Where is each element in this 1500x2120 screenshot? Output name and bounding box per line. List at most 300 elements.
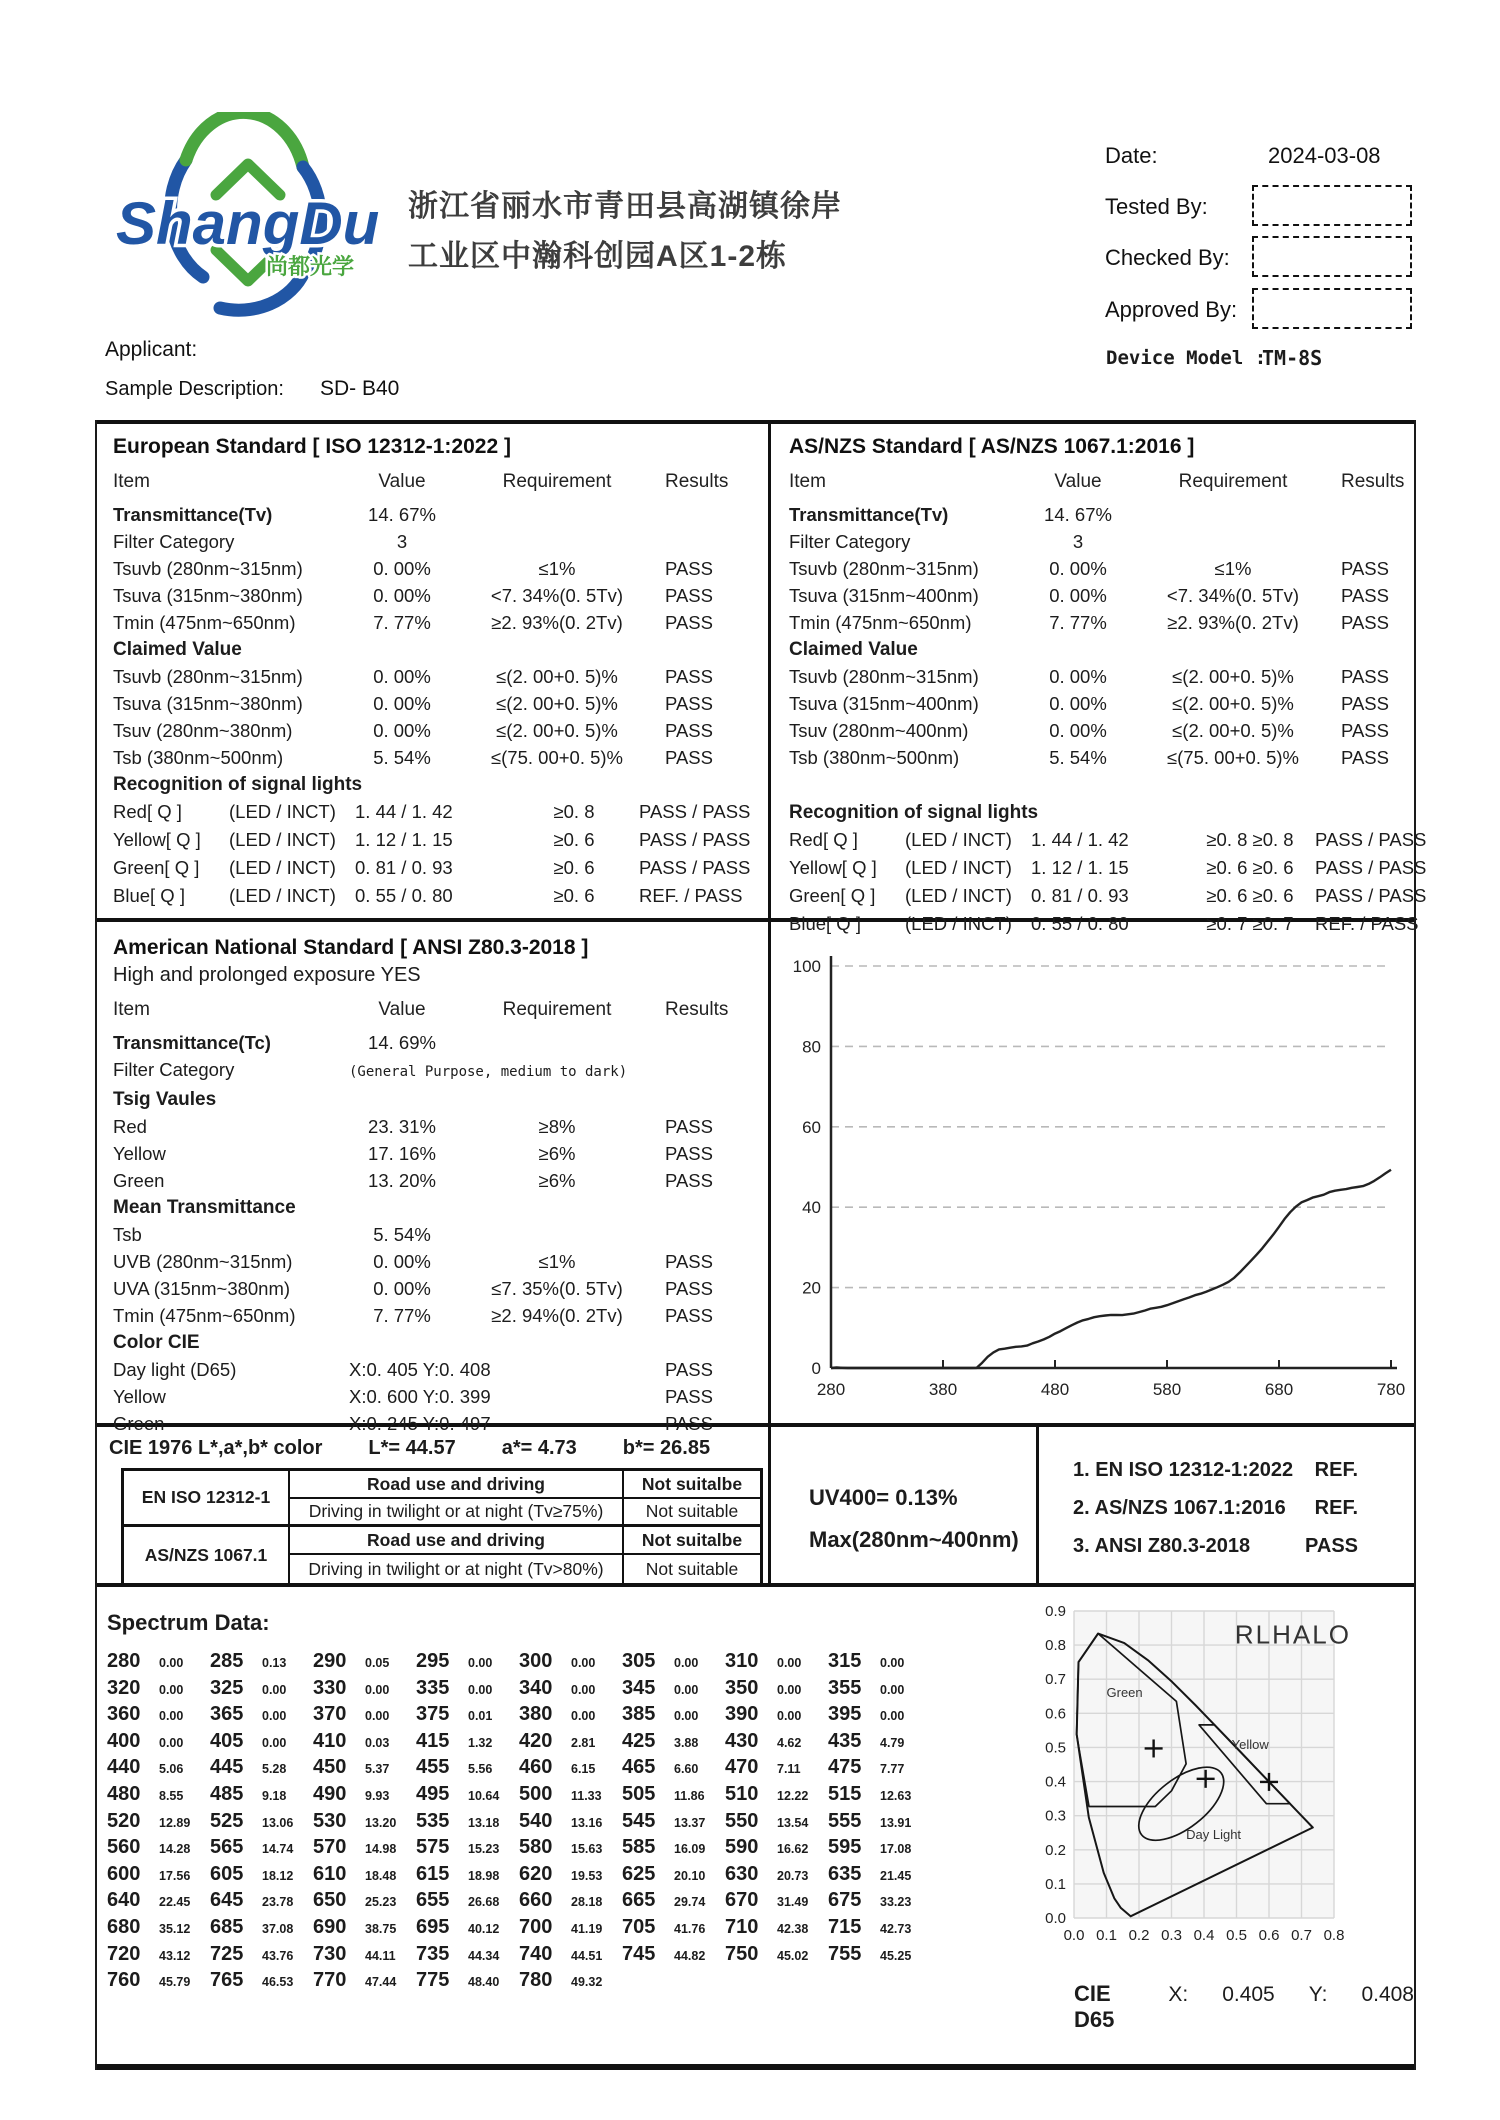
wavelength: 605 <box>210 1862 244 1885</box>
wavelength: 690 <box>313 1915 347 1938</box>
signal-requirement-cell: ≥0. 6 <box>553 829 595 850</box>
item-cell: Tsuva (315nm~380nm) <box>113 693 303 714</box>
region-label: Green <box>1106 1684 1143 1700</box>
value-cell: 0. 00% <box>1049 666 1107 687</box>
y-tick-label: 0.8 <box>1045 1637 1066 1655</box>
transmittance-value: 13.18 <box>468 1815 500 1830</box>
wavelength: 745 <box>622 1942 656 1965</box>
wavelength: 290 <box>313 1650 347 1672</box>
signal-value-cell: 1. 44 / 1. 42 <box>1031 829 1129 850</box>
wavelength: 525 <box>210 1809 244 1832</box>
signal-mode-cell: (LED / INCT) <box>905 857 1012 878</box>
col-item: Item <box>113 471 150 492</box>
transmittance-value: 13.54 <box>777 1815 809 1830</box>
table-subsection-row: Tsig Vaules <box>113 1089 217 1110</box>
signal-row <box>789 882 1427 910</box>
transmittance-value: 13.91 <box>880 1815 912 1830</box>
x-tick-label: 0.6 <box>1258 1927 1280 1944</box>
wavelength: 680 <box>107 1915 141 1938</box>
table-row <box>113 555 754 582</box>
wavelength: 775 <box>416 1969 450 1992</box>
value-cell: 0. 00% <box>373 1278 431 1299</box>
wavelength: 330 <box>313 1676 347 1699</box>
wavelength: 400 <box>107 1729 141 1752</box>
x-tick-label: 0.0 <box>1063 1927 1085 1944</box>
value-cell: 0. 00% <box>1049 558 1107 579</box>
driving-suitability-table <box>121 1468 763 1586</box>
transmittance-value: 17.08 <box>880 1842 912 1857</box>
table-row <box>789 690 1404 717</box>
value-cell: 23. 31% <box>368 1116 436 1137</box>
transmittance-value: 4.62 <box>777 1735 802 1750</box>
signal-value-cell: 1. 44 / 1. 42 <box>355 801 453 822</box>
signal-color-cell: Red[ Q ] <box>789 829 858 850</box>
signal-value-cell: 0. 81 / 0. 93 <box>1031 885 1129 906</box>
value-cell: 14. 67% <box>1044 504 1112 525</box>
col-results: Results <box>1341 471 1405 492</box>
wavelength: 585 <box>622 1836 656 1859</box>
table-row <box>789 582 1404 609</box>
transmittance-chart-section <box>771 922 1414 1423</box>
col-value: Value <box>378 999 426 1020</box>
standard-name-cell: EN ISO 12312-1 <box>124 1471 290 1527</box>
result-cell: PASS <box>665 1170 713 1191</box>
requirement-cell: ≤(2. 00+0. 5)% <box>1172 666 1294 687</box>
value-cell: 14. 69% <box>368 1032 436 1053</box>
value-cell: 7. 77% <box>373 1305 431 1326</box>
signal-result-cell: REF. / PASS <box>1315 913 1419 934</box>
logo-brand-text: ShangDu <box>116 190 380 257</box>
date-label: Date: <box>1105 143 1158 168</box>
transmittance-value: 15.23 <box>468 1842 500 1857</box>
col-requirement: Requirement <box>502 471 612 492</box>
transmittance-value: 41.76 <box>674 1921 706 1936</box>
european-table <box>113 501 754 771</box>
cie-y-label: Y: <box>1308 1983 1328 2006</box>
table-row <box>113 1029 754 1056</box>
signal-mode-cell: (LED / INCT) <box>229 885 336 906</box>
signal-result-cell: PASS / PASS <box>639 829 751 850</box>
transmittance-value: 15.63 <box>571 1842 603 1857</box>
transmittance-value: 6.60 <box>674 1762 699 1777</box>
sample-description-label: Sample Description: <box>105 378 284 400</box>
address-line-1: 浙江省丽水市青田县高湖镇徐岸 <box>408 190 842 223</box>
table-row <box>113 1056 754 1086</box>
wavelength: 295 <box>416 1650 450 1672</box>
transmittance-value: 16.09 <box>674 1842 706 1857</box>
wavelength: 470 <box>725 1756 759 1779</box>
x-tick-label: 0.2 <box>1128 1927 1150 1944</box>
item-cell: Tmin (475nm~650nm) <box>113 612 296 633</box>
tested-by-signature-box[interactable] <box>1252 185 1412 226</box>
approved-by-label: Approved By: <box>1105 297 1238 322</box>
result-cell: PASS <box>1341 747 1389 768</box>
value-cell: X:0. 405 Y:0. 408 <box>349 1359 491 1380</box>
transmittance-value: 0.00 <box>880 1682 905 1697</box>
transmittance-value: 0.00 <box>159 1709 184 1724</box>
requirement-cell: <7. 34%(0. 5Tv) <box>1166 585 1300 606</box>
wavelength: 640 <box>107 1889 141 1912</box>
signal-mode-cell: (LED / INCT) <box>905 885 1012 906</box>
requirement-cell: ≥8% <box>538 1116 576 1137</box>
spectrum-data-section <box>107 1610 952 2070</box>
wavelength: 730 <box>313 1942 347 1965</box>
signal-result-cell: PASS / PASS <box>639 857 751 878</box>
item-cell: Red <box>113 1116 147 1137</box>
table-row <box>113 1221 754 1248</box>
col-results: Results <box>665 471 729 492</box>
wavelength: 395 <box>828 1703 862 1726</box>
summary-row <box>1073 1489 1358 1527</box>
transmittance-value: 37.08 <box>262 1921 294 1936</box>
european-signal-table <box>113 798 754 910</box>
result-cell: Not suitable <box>624 1499 760 1527</box>
wavelength: 405 <box>210 1729 244 1752</box>
transmittance-value: 19.53 <box>571 1868 603 1883</box>
transmittance-value: 18.98 <box>468 1868 500 1883</box>
transmittance-value: 9.93 <box>365 1788 390 1803</box>
wavelength: 780 <box>519 1969 553 1992</box>
table-row <box>789 744 1404 771</box>
wavelength: 285 <box>210 1650 244 1672</box>
wavelength: 420 <box>519 1729 553 1752</box>
wavelength: 520 <box>107 1809 141 1832</box>
transmittance-value: 8.55 <box>159 1788 184 1803</box>
transmittance-value: 0.00 <box>262 1709 287 1724</box>
value-cell: 0. 00% <box>373 720 431 741</box>
item-cell: UVB (280nm~315nm) <box>113 1251 293 1272</box>
value-cell: 5. 54% <box>373 1224 431 1245</box>
table-row <box>789 717 1404 744</box>
uv400-value: UV400= 0.13% <box>809 1485 958 1510</box>
x-tick-label: 0.3 <box>1161 1927 1182 1944</box>
wavelength: 500 <box>519 1782 553 1805</box>
transmittance-value: 31.49 <box>777 1895 809 1910</box>
value-cell: 7. 77% <box>373 612 431 633</box>
wavelength: 620 <box>519 1862 553 1885</box>
requirement-cell: ≤(2. 00+0. 5)% <box>1172 693 1294 714</box>
wavelength: 655 <box>416 1889 450 1912</box>
x-tick-label: 0.5 <box>1226 1927 1247 1944</box>
result-cell: PASS <box>1341 720 1389 741</box>
transmittance-value: 0.00 <box>674 1709 699 1724</box>
table-row <box>113 1113 754 1140</box>
transmittance-value: 0.00 <box>880 1656 905 1670</box>
wavelength: 685 <box>210 1915 244 1938</box>
wavelength: 740 <box>519 1942 553 1965</box>
wavelength: 665 <box>622 1889 656 1912</box>
value-cell: 0. 00% <box>373 1251 431 1272</box>
table-row <box>789 609 1404 636</box>
signal-value-cell: 0. 81 / 0. 93 <box>355 857 453 878</box>
transmittance-value: 42.38 <box>777 1921 809 1936</box>
table-row <box>113 744 754 771</box>
item-cell: Tsuva (315nm~400nm) <box>789 585 979 606</box>
transmittance-value: 0.00 <box>571 1682 596 1697</box>
wavelength: 375 <box>416 1703 450 1726</box>
transmittance-value: 47.44 <box>365 1975 397 1990</box>
result-cell: Not suitalbe <box>624 1471 760 1499</box>
signal-requirement-cell: ≥0. 8 <box>553 801 595 822</box>
summary-result: REF. <box>1314 1459 1358 1481</box>
transmittance-value: 11.33 <box>571 1788 602 1803</box>
signal-mode-cell: (LED / INCT) <box>229 829 336 850</box>
wavelength: 545 <box>622 1809 656 1832</box>
summary-row <box>1073 1527 1358 1565</box>
signal-mode-cell: (LED / INCT) <box>905 829 1012 850</box>
item-cell: Tsb (380nm~500nm) <box>113 747 284 768</box>
asnzs-column-headers <box>789 471 1404 501</box>
item-cell: Transmittance(Tv) <box>789 504 949 525</box>
asnzs-standard-section <box>771 420 1427 934</box>
transmittance-value: 44.11 <box>365 1948 396 1963</box>
table-row <box>113 582 754 609</box>
wavelength: 625 <box>622 1862 656 1885</box>
transmittance-value: 33.23 <box>880 1895 912 1910</box>
result-cell: PASS <box>1341 558 1389 579</box>
transmittance-value: 11.86 <box>674 1788 705 1803</box>
wavelength: 465 <box>622 1756 656 1779</box>
transmittance-value: 0.00 <box>571 1656 596 1670</box>
transmittance-value: 40.12 <box>468 1921 500 1936</box>
device-model-value: TM-8S <box>1262 346 1323 370</box>
table-row <box>789 555 1404 582</box>
cielab-title: CIE 1976 L*,a*,b* color <box>109 1437 323 1459</box>
table-row <box>113 501 754 528</box>
signal-color-cell: Yellow[ Q ] <box>113 829 201 850</box>
wavelength: 495 <box>416 1782 450 1805</box>
item-cell: Filter Category <box>113 1059 235 1080</box>
signal-mode-cell: (LED / INCT) <box>229 857 336 878</box>
wavelength: 305 <box>622 1650 656 1672</box>
device-model-label: Device Model : <box>1106 347 1267 369</box>
transmittance-value: 7.77 <box>880 1762 905 1777</box>
european-column-headers <box>113 471 754 501</box>
wavelength: 590 <box>725 1836 759 1859</box>
table-row <box>113 1167 754 1194</box>
x-tick-label: 480 <box>1040 1380 1070 1399</box>
wavelength: 735 <box>416 1942 450 1965</box>
item-cell: Green <box>113 1413 165 1434</box>
cielab-L: L*= 44.57 <box>368 1437 456 1459</box>
transmittance-value: 0.00 <box>365 1682 390 1697</box>
cie-diagram-section <box>1012 1589 1414 2070</box>
transmittance-value: 42.73 <box>880 1921 912 1936</box>
wavelength: 645 <box>210 1889 244 1912</box>
requirement-cell: ≤7. 35%(0. 5Tv) <box>491 1278 623 1299</box>
cie-x-label: X: <box>1168 1983 1189 2006</box>
transmittance-value: 9.18 <box>262 1788 287 1803</box>
x-tick-label: 0.8 <box>1323 1927 1345 1944</box>
wavelength: 410 <box>313 1729 347 1752</box>
item-cell: Tsuvb (280nm~315nm) <box>789 666 979 687</box>
standards-summary-section <box>1039 1427 1414 1583</box>
item-cell: Tsuvb (280nm~315nm) <box>113 558 303 579</box>
region-label: Yellow <box>1231 1737 1269 1753</box>
requirement-cell: ≤(75. 00+0. 5)% <box>490 747 624 768</box>
table-subsection-row: Mean Transmittance <box>113 1197 296 1218</box>
checked-by-signature-box[interactable] <box>1252 236 1412 277</box>
transmittance-value: 21.45 <box>880 1868 912 1883</box>
x-tick-label: 280 <box>816 1380 846 1399</box>
transmittance-value: 45.25 <box>880 1948 912 1963</box>
signal-row <box>113 854 754 882</box>
col-requirement: Requirement <box>1178 471 1288 492</box>
wavelength: 315 <box>828 1650 862 1672</box>
value-cell: 0. 00% <box>1049 585 1107 606</box>
wavelength: 725 <box>210 1942 244 1965</box>
result-cell: PASS <box>1341 585 1389 606</box>
signal-result-cell: PASS / PASS <box>639 801 751 822</box>
x-tick-label: 0.7 <box>1291 1927 1312 1944</box>
value-cell: 3 <box>1072 531 1084 552</box>
table-row <box>113 1302 754 1329</box>
transmittance-value: 13.06 <box>262 1815 294 1830</box>
transmittance-value: 3.88 <box>674 1735 699 1750</box>
wavelength: 445 <box>210 1756 244 1779</box>
summary-row <box>1073 1451 1358 1489</box>
usage-cell: Road use and driving <box>290 1527 624 1555</box>
uv400-range: Max(280nm~400nm) <box>809 1527 1019 1552</box>
item-cell: Tsuva (315nm~380nm) <box>113 585 303 606</box>
transmittance-value: 44.82 <box>674 1948 706 1963</box>
requirement-cell: ≤(2. 00+0. 5)% <box>496 693 618 714</box>
wavelength: 345 <box>622 1676 656 1699</box>
company-address <box>408 182 968 282</box>
transmittance-value: 43.76 <box>262 1948 294 1963</box>
transmittance-value: 0.00 <box>674 1682 699 1697</box>
address-line-2: 工业区中瀚科创园A区1-2栋 <box>408 240 788 273</box>
col-results: Results <box>665 999 729 1020</box>
item-cell: Transmittance(Tc) <box>113 1032 271 1053</box>
wavelength: 530 <box>313 1809 347 1832</box>
x-tick-label: 380 <box>928 1380 958 1399</box>
item-cell: Tsb (380nm~500nm) <box>789 747 960 768</box>
wavelength: 565 <box>210 1836 244 1859</box>
asnzs-title: AS/NZS Standard [ AS/NZS 1067.1:2016 ] <box>789 435 1195 458</box>
transmittance-value: 48.40 <box>468 1975 500 1990</box>
transmittance-value: 0.01 <box>468 1709 493 1724</box>
result-cell: PASS <box>665 666 713 687</box>
transmittance-value: 14.28 <box>159 1842 191 1857</box>
wavelength: 380 <box>519 1703 553 1726</box>
signal-color-cell: Green[ Q ] <box>113 857 200 878</box>
signal-requirement-cell: ≥0. 7 ≥0. 7 <box>1206 913 1294 934</box>
cie-d65-label: CIE D65 <box>1074 1981 1115 2032</box>
transmittance-value: 5.06 <box>159 1762 184 1777</box>
wavelength: 350 <box>725 1676 759 1699</box>
col-item: Item <box>113 999 150 1020</box>
requirement-cell: ≤1% <box>538 1251 576 1272</box>
region-label: Day Light <box>1186 1826 1242 1842</box>
signal-row <box>113 826 754 854</box>
item-cell: Tsb <box>113 1224 142 1245</box>
wavelength: 415 <box>416 1729 450 1752</box>
transmittance-value: 18.12 <box>262 1868 294 1883</box>
result-cell: PASS <box>1341 612 1389 633</box>
table-row <box>113 528 754 555</box>
transmittance-value: 4.79 <box>880 1735 905 1750</box>
value-cell: 17. 16% <box>368 1143 436 1164</box>
item-cell: Yellow <box>113 1386 166 1407</box>
european-standard-section <box>97 420 768 918</box>
transmittance-value: 0.00 <box>262 1682 287 1697</box>
transmittance-value: 0.13 <box>262 1656 287 1670</box>
ansi-subtitle: High and prolonged exposure YES <box>113 964 421 986</box>
result-cell: PASS <box>665 558 713 579</box>
table-row <box>113 1275 754 1302</box>
transmittance-value: 45.79 <box>159 1975 191 1990</box>
transmittance-value: 25.23 <box>365 1895 397 1910</box>
transmittance-value: 0.00 <box>674 1656 699 1670</box>
signal-color-cell: Blue[ Q ] <box>113 885 185 906</box>
value-cell: X:0. 600 Y:0. 399 <box>349 1386 491 1407</box>
wavelength: 715 <box>828 1915 862 1938</box>
result-cell: PASS <box>665 1143 713 1164</box>
y-tick-label: 0.9 <box>1045 1603 1066 1620</box>
transmittance-value: 0.00 <box>571 1709 596 1724</box>
spectrum-data-table <box>107 1650 952 1996</box>
wavelength: 635 <box>828 1862 862 1885</box>
table-subsection-row: Claimed Value <box>113 639 242 660</box>
wavelength: 540 <box>519 1809 553 1832</box>
signal-value-cell: 1. 12 / 1. 15 <box>1031 857 1129 878</box>
company-logo <box>108 112 408 342</box>
result-cell: PASS <box>665 612 713 633</box>
wavelength: 570 <box>313 1836 347 1859</box>
wavelength: 455 <box>416 1756 450 1779</box>
wavelength: 475 <box>828 1756 862 1779</box>
signal-value-cell: 1. 12 / 1. 15 <box>355 829 453 850</box>
cielab-b: b*= 26.85 <box>622 1437 711 1459</box>
wavelength: 660 <box>519 1889 553 1912</box>
wavelength: 595 <box>828 1836 862 1859</box>
transmittance-value: 29.74 <box>674 1895 706 1910</box>
signal-requirement-cell: ≥0. 8 ≥0. 8 <box>1206 829 1294 850</box>
transmittance-value: 18.48 <box>365 1868 397 1883</box>
sample-description-value: SD- B40 <box>320 377 400 400</box>
wavelength: 490 <box>313 1782 347 1805</box>
transmittance-value: 49.32 <box>571 1975 603 1990</box>
value-cell: 0. 00% <box>373 585 431 606</box>
value-cell: 7. 77% <box>1049 612 1107 633</box>
requirement-cell: ≥6% <box>538 1143 576 1164</box>
wavelength: 340 <box>519 1676 553 1699</box>
tested-by-label: Tested By: <box>1105 194 1208 219</box>
signal-color-cell: Blue[ Q ] <box>789 913 861 934</box>
transmittance-value: 0.03 <box>365 1735 390 1750</box>
transmittance-value: 44.34 <box>468 1948 500 1963</box>
x-tick-label: 780 <box>1376 1380 1406 1399</box>
result-cell: PASS <box>665 1278 713 1299</box>
transmittance-value: 41.19 <box>571 1921 603 1936</box>
signal-requirement-cell: ≥0. 6 ≥0. 6 <box>1206 857 1294 878</box>
wavelength: 300 <box>519 1650 553 1672</box>
table-row <box>113 609 754 636</box>
item-cell: Tmin (475nm~650nm) <box>789 612 972 633</box>
summary-standard: 2. AS/NZS 1067.1:2016 <box>1073 1497 1286 1519</box>
wavelength: 310 <box>725 1650 759 1672</box>
ansi-table <box>113 1029 754 1437</box>
transmittance-value: 44.51 <box>571 1948 603 1963</box>
transmittance-value: 20.10 <box>674 1868 706 1883</box>
signal-value-cell: 0. 55 / 0. 80 <box>355 885 453 906</box>
item-cell: Tsuv (280nm~400nm) <box>789 720 969 741</box>
value-cell: 0. 00% <box>373 666 431 687</box>
col-value: Value <box>1054 471 1102 492</box>
approved-by-signature-box[interactable] <box>1252 288 1412 329</box>
transmittance-value: 26.68 <box>468 1895 500 1910</box>
